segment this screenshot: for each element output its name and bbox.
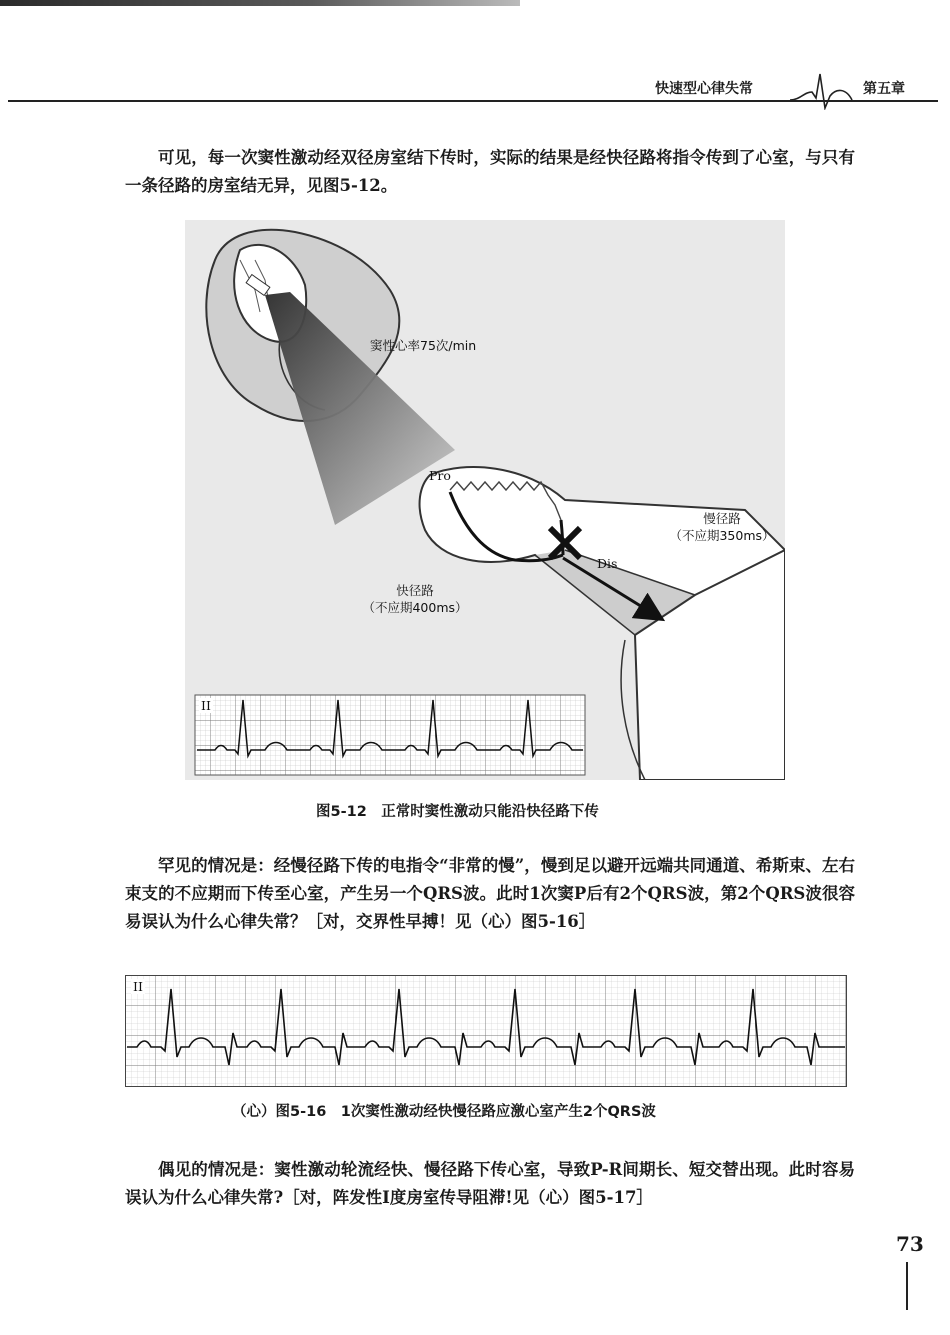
paragraph-1: 可见，每一次窦性激动经双径房室结下传时，实际的结果是经快径路将指令传到了心室，与只有一条径路的房室结无异，见图5-12。 [125, 148, 855, 195]
slow-path-name: 慢径路 [703, 511, 741, 526]
pro-label: Pro [429, 468, 451, 483]
paragraph-3: 偶见的情况是：窦性激动轮流经快、慢径路下传心室，导致P-R间期长、短交替出现。此时容易误认为什么心律失常?［对，阵发性Ⅰ度房室传导阻滞!见（心）图5-17］ [125, 1160, 855, 1207]
fast-path-refractory: （不应期400ms） [362, 600, 468, 615]
paragraph-2: 罕见的情况是：经慢径路下传的电指令“非常的慢”，慢到足以避开远端共同通道、希斯束、左右束支的不应期而下传至心室，产生另一个QRS波。此时1次窦P后有2个QRS波，第2个QRS波很容易误认为什么心律失常？［对，交界性早搏！见（心）图5-16］ [125, 856, 855, 931]
figure-5-12 [185, 220, 785, 780]
figure-5-16-caption: （心）图5-16 1次窦性激动经快慢径路应激心室产生2个QRS波 [232, 1104, 656, 1120]
running-header [0, 70, 950, 110]
ecg-spike-icon [790, 70, 860, 110]
slow-path-label [667, 510, 777, 544]
top-scan-band [0, 0, 520, 6]
fast-path-label [360, 582, 470, 616]
header-section-title: 快速型心律失常 [655, 81, 753, 97]
page-number: 73 [896, 1232, 924, 1256]
ecg-5-16-lead-label: II [133, 979, 143, 994]
slow-path-refractory: （不应期350ms） [669, 528, 775, 543]
figure-5-12-illustration [185, 220, 785, 780]
dis-label: Dis [597, 556, 618, 571]
header-rule [8, 100, 938, 102]
ecg-strip-5-16 [125, 975, 847, 1087]
fast-path-name: 快径路 [396, 583, 434, 598]
figure-5-16-ecg [125, 975, 847, 1087]
header-chapter: 第五章 [863, 81, 905, 97]
figure-5-12-caption: 图5-12 正常时窦性激动只能沿快径路下传 [316, 804, 599, 820]
sinus-rate-label: 窦性心率75次/min [370, 338, 477, 353]
page-number-rule [906, 1262, 908, 1310]
ecg-lead-label: II [201, 698, 211, 713]
